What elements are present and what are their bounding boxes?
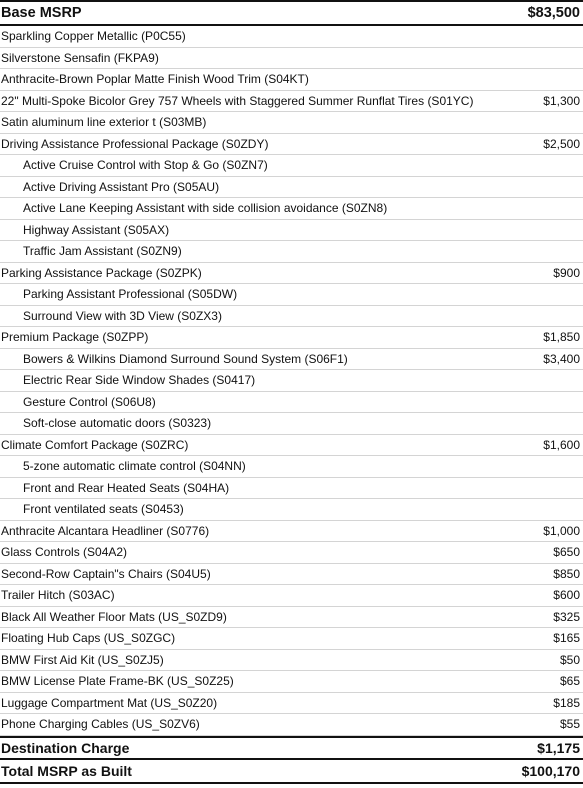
base-msrp-label: Base MSRP [1,5,82,21]
option-row [0,585,583,607]
option-label: Climate Comfort Package (S0ZRC) [1,437,189,452]
option-label: Floating Hub Caps (US_S0ZGC) [1,631,176,646]
option-label: Anthracite Alcantara Headliner (S0776) [1,523,210,538]
option-label: Highway Assistant (S05AX) [23,222,170,237]
option-row [0,435,583,457]
option-price: $3,400 [543,351,580,366]
option-row [0,413,583,435]
option-label: Silverstone Sensafin (FKPA9) [1,50,159,65]
option-label: Luggage Compartment Mat (US_S0Z20) [1,695,218,710]
base-msrp-row [0,0,583,26]
option-label: 22" Multi-Spoke Bicolor Grey 757 Wheels with Staggered Summer Runflat Tires (S01YC) [1,93,474,108]
option-price: $185 [553,695,580,710]
option-row [0,26,583,48]
option-label: Active Driving Assistant Pro (S05AU) [23,179,220,194]
option-label: Electric Rear Side Window Shades (S0417) [23,373,256,388]
option-label: Surround View with 3D View (S0ZX3) [23,308,222,323]
option-label: Traffic Jam Assistant (S0ZN9) [23,244,182,259]
destination-charge-row [0,736,583,760]
option-price: $325 [553,609,580,624]
option-list [0,26,583,736]
total-msrp-row [0,760,583,784]
option-row [0,48,583,70]
option-price: $600 [553,588,580,603]
option-row [0,284,583,306]
option-row [0,478,583,500]
option-price: $900 [553,265,580,280]
option-row [0,306,583,328]
option-row [0,134,583,156]
option-label: Second-Row Captain"s Chairs (S04U5) [1,566,211,581]
option-price: $1,000 [543,523,580,538]
option-label: Parking Assistance Package (S0ZPK) [1,265,202,280]
option-row [0,91,583,113]
option-row [0,69,583,91]
option-price: $1,850 [543,330,580,345]
option-row [0,693,583,715]
destination-charge-price: $1,175 [537,739,580,756]
option-label: Premium Package (S0ZPP) [1,330,149,345]
option-row [0,564,583,586]
option-row [0,671,583,693]
option-row [0,521,583,543]
option-label: Soft-close automatic doors (S0323) [23,416,212,431]
option-label: Glass Controls (S04A2) [1,545,128,560]
option-row [0,650,583,672]
option-label: Front and Rear Heated Seats (S04HA) [23,480,230,495]
option-row [0,542,583,564]
option-row [0,263,583,285]
option-price: $165 [553,631,580,646]
option-price: $55 [559,717,580,732]
option-label: Active Cruise Control with Stop & Go (S0ZN7) [23,158,268,173]
option-label: Satin aluminum line exterior t (S03MB) [1,115,207,130]
option-price: $1,300 [543,93,580,108]
option-row [0,607,583,629]
option-row [0,198,583,220]
option-row [0,241,583,263]
option-label: Front ventilated seats (S0453) [23,502,184,517]
option-label: Black All Weather Floor Mats (US_S0ZD9) [1,609,227,624]
base-msrp-price: $83,500 [527,5,580,21]
option-row [0,112,583,134]
option-label: Phone Charging Cables (US_S0ZV6) [1,717,200,732]
option-label: Trailer Hitch (S03AC) [1,588,115,603]
destination-charge-label: Destination Charge [1,739,130,756]
option-label: BMW First Aid Kit (US_S0ZJ5) [1,652,164,667]
option-row [0,392,583,414]
option-label: Gesture Control (S06U8) [23,394,156,409]
option-row [0,370,583,392]
option-price: $50 [559,652,580,667]
option-row [0,220,583,242]
option-row [0,177,583,199]
option-row [0,349,583,371]
option-label: Anthracite-Brown Poplar Matte Finish Wood Trim (S04KT) [1,72,309,87]
option-label: Parking Assistant Professional (S05DW) [23,287,238,302]
option-label: 5-zone automatic climate control (S04NN) [23,459,246,474]
option-label: Bowers & Wilkins Diamond Surround Sound System (S06F1) [23,351,348,366]
option-price: $65 [559,674,580,689]
option-label: BMW License Plate Frame-BK (US_S0Z25) [1,674,234,689]
option-price: $650 [553,545,580,560]
option-label: Driving Assistance Professional Package (S0ZDY) [1,136,269,151]
option-row [0,327,583,349]
option-row [0,155,583,177]
option-label: Active Lane Keeping Assistant with side collision avoidance (S0ZN8) [23,201,388,216]
option-row [0,456,583,478]
option-price: $1,600 [543,437,580,452]
option-row [0,714,583,736]
option-price: $2,500 [543,136,580,151]
option-row [0,628,583,650]
option-price: $850 [553,566,580,581]
total-msrp-price: $100,170 [521,762,580,779]
total-msrp-label: Total MSRP as Built [1,762,132,779]
option-label: Sparkling Copper Metallic (P0C55) [1,29,186,44]
option-row [0,499,583,521]
